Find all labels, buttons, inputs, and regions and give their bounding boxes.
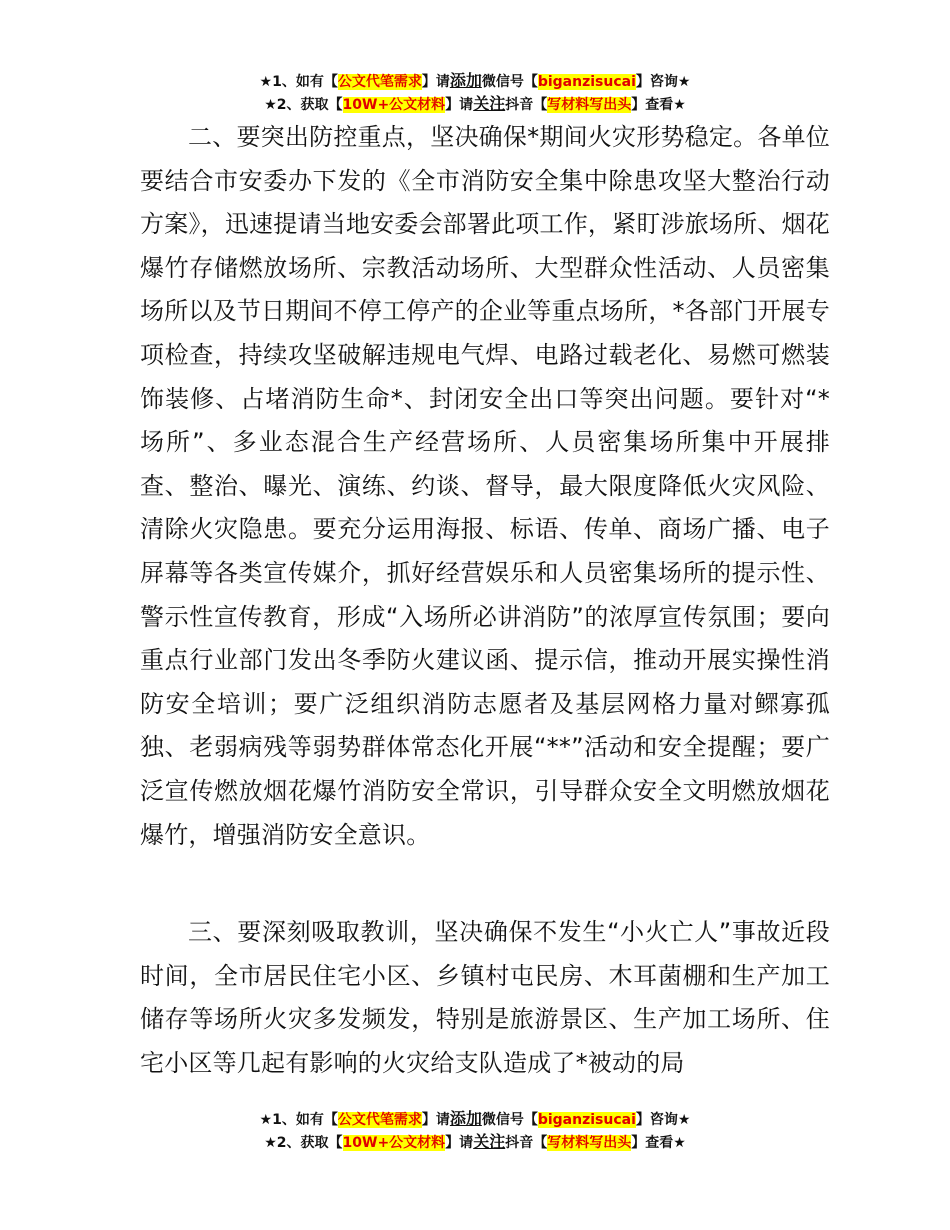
banner-highlight: 公文代笔需求 — [337, 1112, 422, 1128]
banner-line-1 — [0, 70, 950, 93]
banner-text: ★2、获取【 — [264, 1135, 343, 1151]
banner-text: ★1、如有【 — [259, 1112, 338, 1128]
banner-text: 微信号【 — [481, 1112, 538, 1128]
body-section-3 — [140, 911, 830, 1085]
body-section-2 — [140, 116, 830, 857]
banner-underline: 关注 — [473, 94, 506, 113]
banner-line-2 — [0, 1131, 950, 1154]
banner-underline: 添加 — [449, 71, 482, 90]
banner-highlight: 公文代笔需求 — [337, 74, 422, 90]
banner-text: 】请 — [445, 1135, 474, 1151]
banner-line-2 — [0, 93, 950, 116]
banner-text: 】咨询★ — [635, 1112, 691, 1128]
banner-text: 抖音【 — [505, 97, 548, 113]
banner-text: ★1、如有【 — [259, 74, 338, 90]
banner-line-1 — [0, 1108, 950, 1131]
banner-highlight: biganzisucai — [537, 1112, 636, 1128]
paragraph-section-2: 二、要突出防控重点，坚决确保*期间火灾形势稳定。各单位要结合市安委办下发的《全市消防安全集中除患攻坚大整治行动方案》，迅速提请当地安委会部署此项工作，紧盯涉旅场所、烟花爆竹存储燃放场所、宗教活动场所、大型群众性活动、人员密集场所以及节日期间不停工停产的企业等重点场所，*各部门开展专项检查，持续攻坚破解违规电气焊、电路过载老化、易燃可燃装饰装修、占堵消防生命*、封闭安全出口等突出问题。要针对“*场所”、多业态混合生产经营场所、人员密集场所集中开展排查、整治、曝光、演练、约谈、督导，最大限度降低火灾风险、清除火灾隐患。要充分运用海报、标语、传单、商场广播、电子屏幕等各类宣传媒介，抓好经营娱乐和人员密集场所的提示性、警示性宣传教育，形成“入场所必讲消防”的浓厚宣传氛围；要向重点行业部门发出冬季防火建议函、提示信，推动开展实操性消防安全培训；要广泛组织消防志愿者及基层网格力量对鳏寡孤独、老弱病残等弱势群体常态化开展“**”活动和安全提醒；要广泛宣传燃放烟花爆竹消防安全常识，引导群众安全文明燃放烟花爆竹，增强消防安全意识。 — [140, 123, 830, 849]
banner-underline: 关注 — [473, 1132, 506, 1151]
banner-text: 】查看★ — [631, 97, 686, 113]
footer-banner — [0, 1108, 950, 1154]
banner-text: 】请 — [421, 1112, 450, 1128]
header-banner — [0, 70, 950, 116]
banner-text: 微信号【 — [481, 74, 538, 90]
banner-text: 】请 — [445, 97, 474, 113]
banner-text: 】查看★ — [631, 1135, 686, 1151]
banner-highlight: 写材料写出头 — [547, 1135, 632, 1151]
banner-text: 】请 — [421, 74, 450, 90]
banner-highlight: 10W+公文材料 — [342, 1135, 446, 1151]
banner-text: 抖音【 — [505, 1135, 548, 1151]
banner-text: 】咨询★ — [635, 74, 691, 90]
banner-underline: 添加 — [449, 1109, 482, 1128]
banner-highlight: 写材料写出头 — [547, 97, 632, 113]
paragraph-section-3: 三、要深刻吸取教训，坚决确保不发生“小火亡人”事故近段时间，全市居民住宅小区、乡镇村屯民房、木耳菌棚和生产加工储存等场所火灾多发频发，特别是旅游景区、生产加工场所、住宅小区等几起有影响的火灾给支队造成了*被动的局 — [140, 918, 830, 1077]
banner-text: ★2、获取【 — [264, 97, 343, 113]
banner-highlight: 10W+公文材料 — [342, 97, 446, 113]
banner-highlight: biganzisucai — [537, 74, 636, 90]
